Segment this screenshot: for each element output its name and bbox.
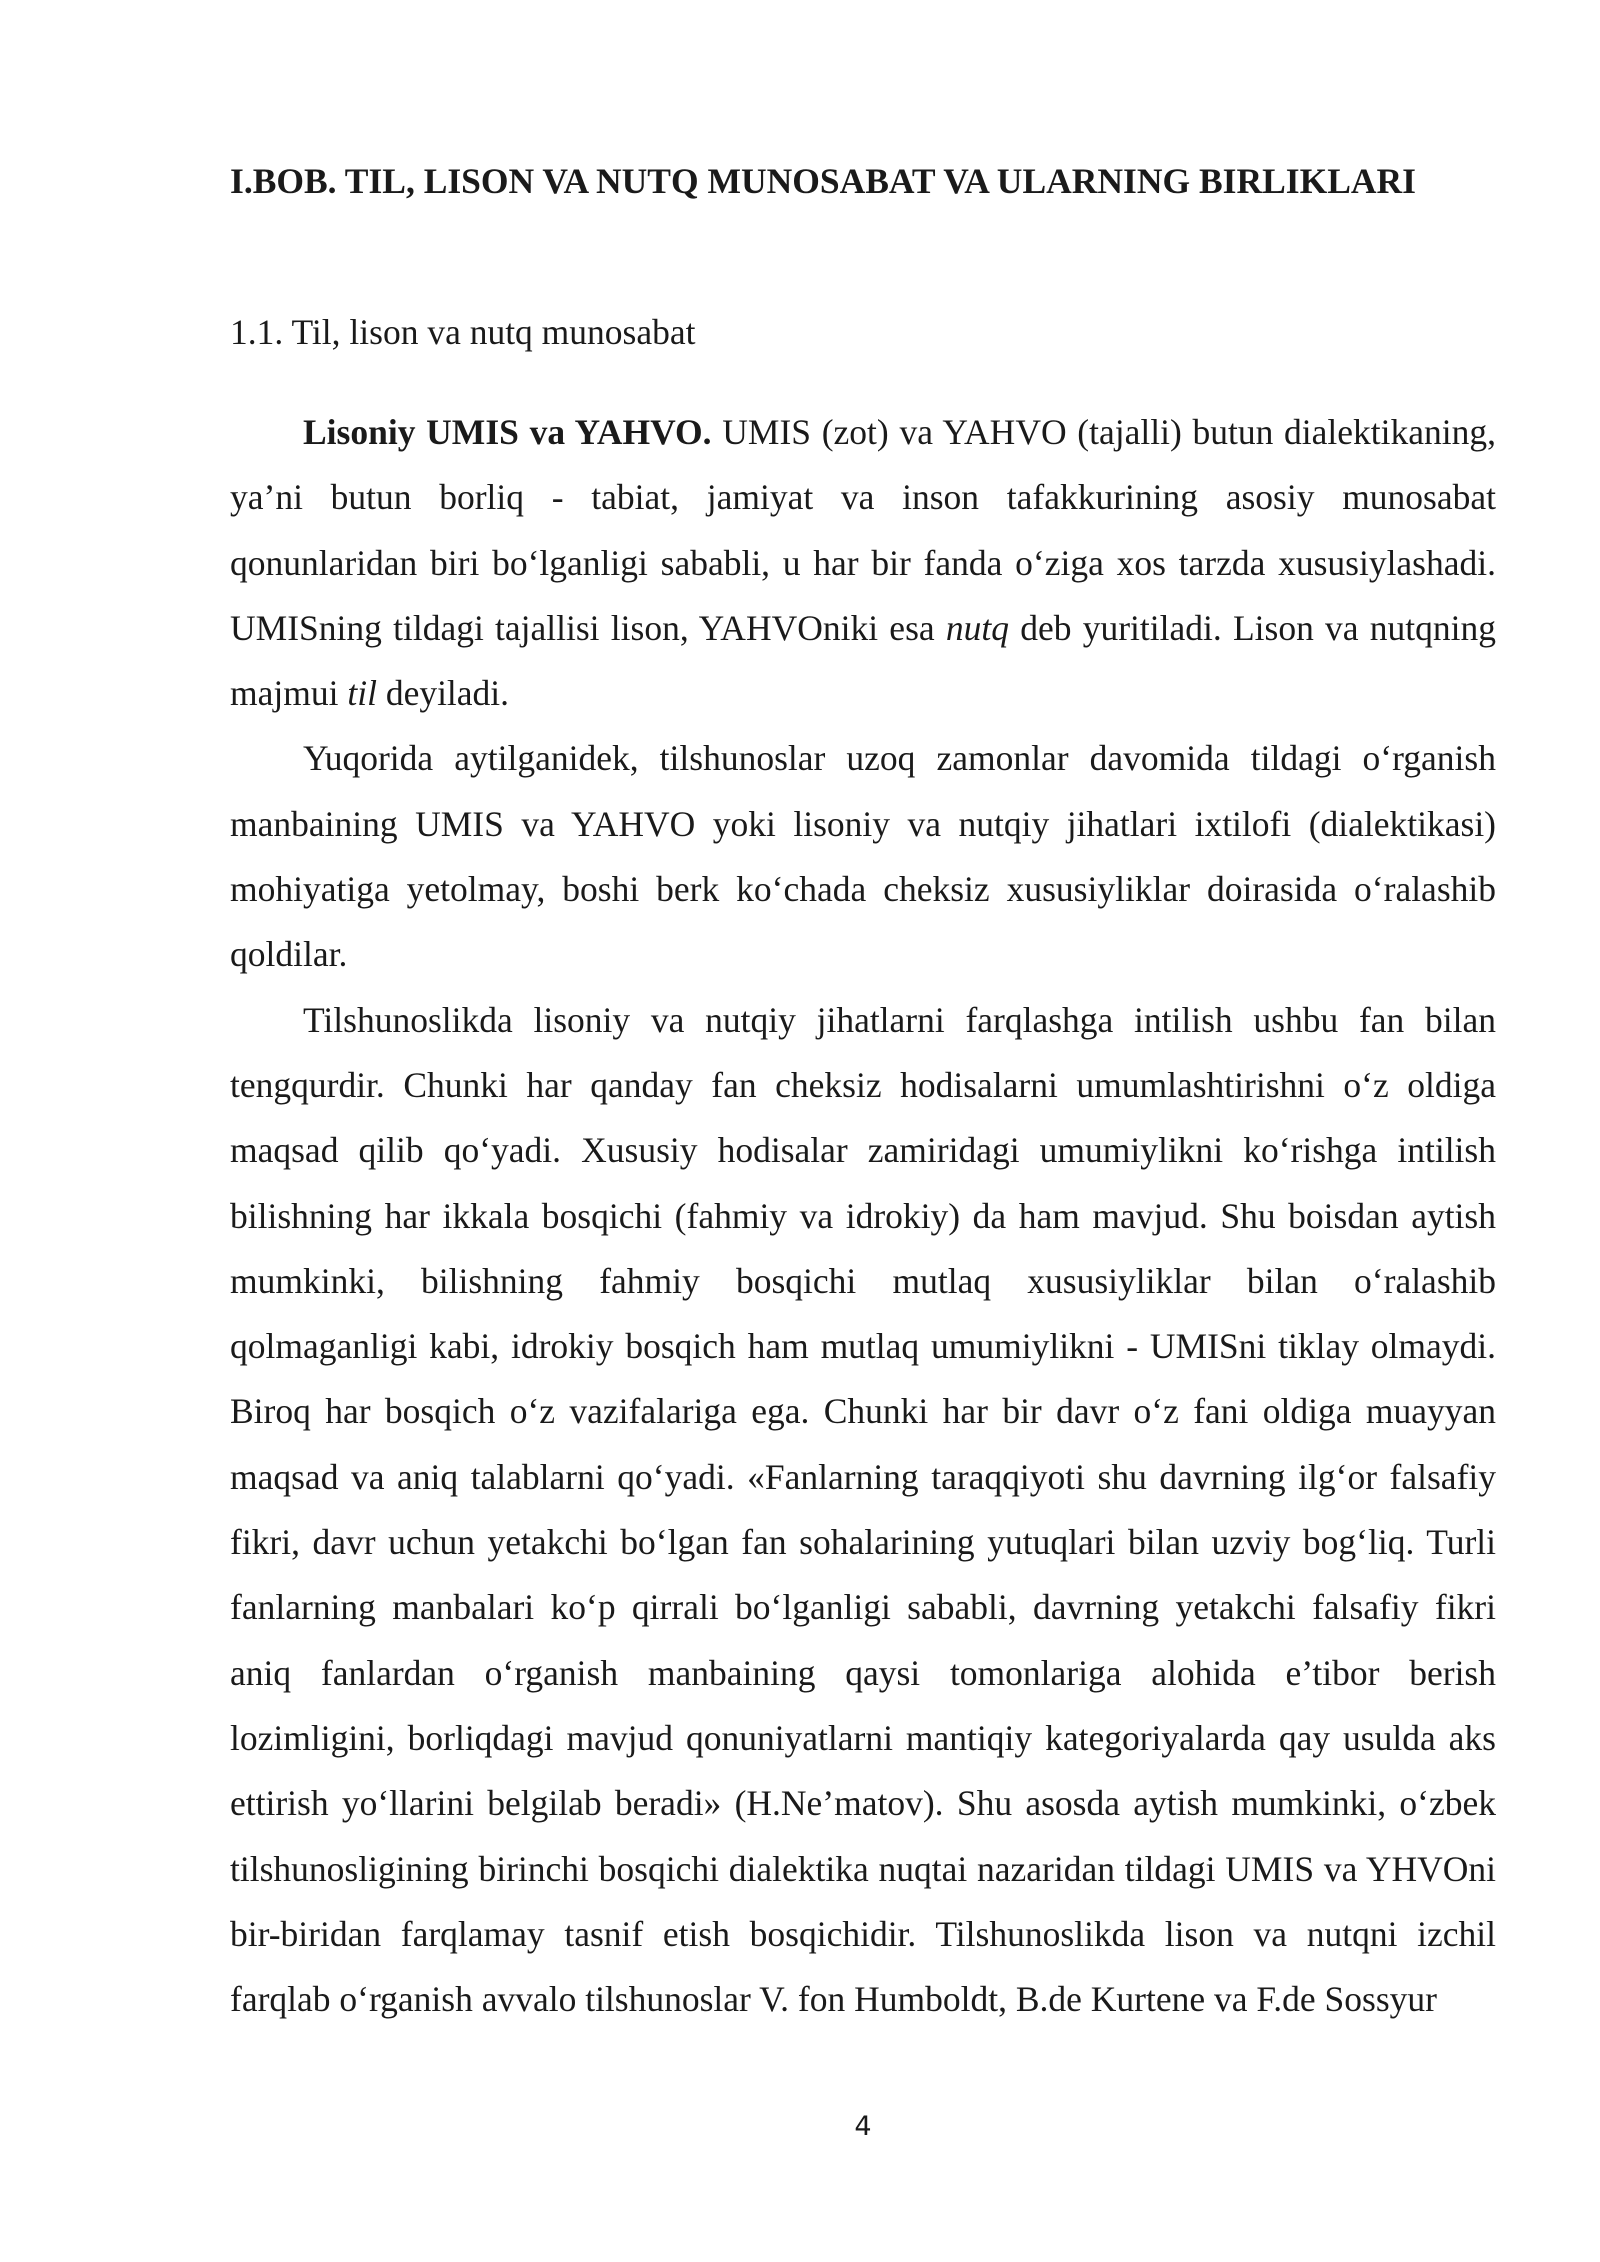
emphasis-term: til (347, 673, 377, 714)
document-page (230, 0, 1496, 2262)
emphasis-term: nutq (945, 607, 1009, 648)
paragraph-text: deyiladi. (376, 673, 510, 714)
paragraph-3: Tilshunoslikda lisoniy va nutqiy jihatlarni farqlashga intilish ushbu fan bilan tengqurdir. Chunki har qanday fan cheksiz hodisalarni umumlashtirishni o‘z oldiga maqsad qilib qo‘yadi. Xususiy hodisalar zamiridagi umumiylikni ko‘rishga intilish bilishning har ikkala bosqichi (fahmiy va idrokiy) da ham mavjud. Shu boisdan aytish mumkinki, bilishning fahmiy bosqichi mutlaq xususiyliklar bilan o‘ralashib qolmaganligi kabi, idrokiy bosqich ham mutlaq umumiylikni - UMISni tiklay olmaydi. Biroq har bosqich o‘z vazifalariga ega. Chunki har bir davr o‘z fani oldiga muayyan maqsad va aniq talablarni qo‘yadi. «Fanlarning taraqqiyoti shu davrning ilg‘or falsafiy fikri, davr uchun yetakchi bo‘lgan fan sohalarining yutuqlari bilan uzviy bog‘liq. Turli fanlarning manbalari ko‘p qirrali bo‘lganligi sababli, davrning yetakchi falsafiy fikri aniq fanlardan o‘rganish manbaining qaysi tomonlariga alohida e’tibor berish lozimligini, borliqdagi mavjud qonuniyatlarni mantiqiy kategoriyalarda qay usulda aks ettirish yo‘llarini belgilab beradi» (H.Ne’matov). Shu asosda aytish mumkinki, o‘zbek tilshunosligining birinchi bosqichi dialektika nuqtai nazaridan tildagi UMIS va YHVOni bir-biridan farqlamay tasnif etish bosqichidir. Tilshunoslikda lison va nutqni izchil farqlab o‘rganish avvalo tilshunoslar V. fon Humboldt, B.de Kurtene va F.de Sossyur (230, 999, 1496, 2020)
body-text (230, 400, 1496, 2032)
paragraph-text: deb yuritiladi. Lison va nutqning majmui (230, 607, 1497, 714)
section-title: 1.1. Til, lison va nutq munosabat (230, 312, 696, 352)
paragraph-lead: Lisoniy UMIS va YAHVO. (303, 412, 712, 452)
paragraph-2: Yuqorida aytilganidek, tilshunoslar uzoq zamonlar davomida tildagi o‘rganish manbaining UMIS va YAHVO yoki lisoniy va nutqiy jihatlari ixtilofi (dialektikasi) mohiyatiga yetolmay, boshi berk ko‘chada cheksiz xususiyliklar doirasida o‘ralashib qoldilar. (230, 738, 1496, 975)
page-number: 4 (854, 2111, 872, 2142)
paragraph-1 (230, 400, 1496, 726)
paragraph-text: UMIS (zot) va YAHVO (tajalli) butun dialektikaning, ya’ni butun borliq - tabiat, jamiyat va inson tafakkurining asosiy munosabat qonunlaridan biri bo‘lganligi sababli, u har bir fanda o‘ziga xos tarzda xususiylashadi. UMISning tildagi tajallisi lison, YAHVOniki esa (230, 412, 1497, 648)
chapter-title: I.BOB. TIL, LISON VA NUTQ MUNOSABAT VA ULARNING BIRLIKLARI (230, 161, 1416, 201)
